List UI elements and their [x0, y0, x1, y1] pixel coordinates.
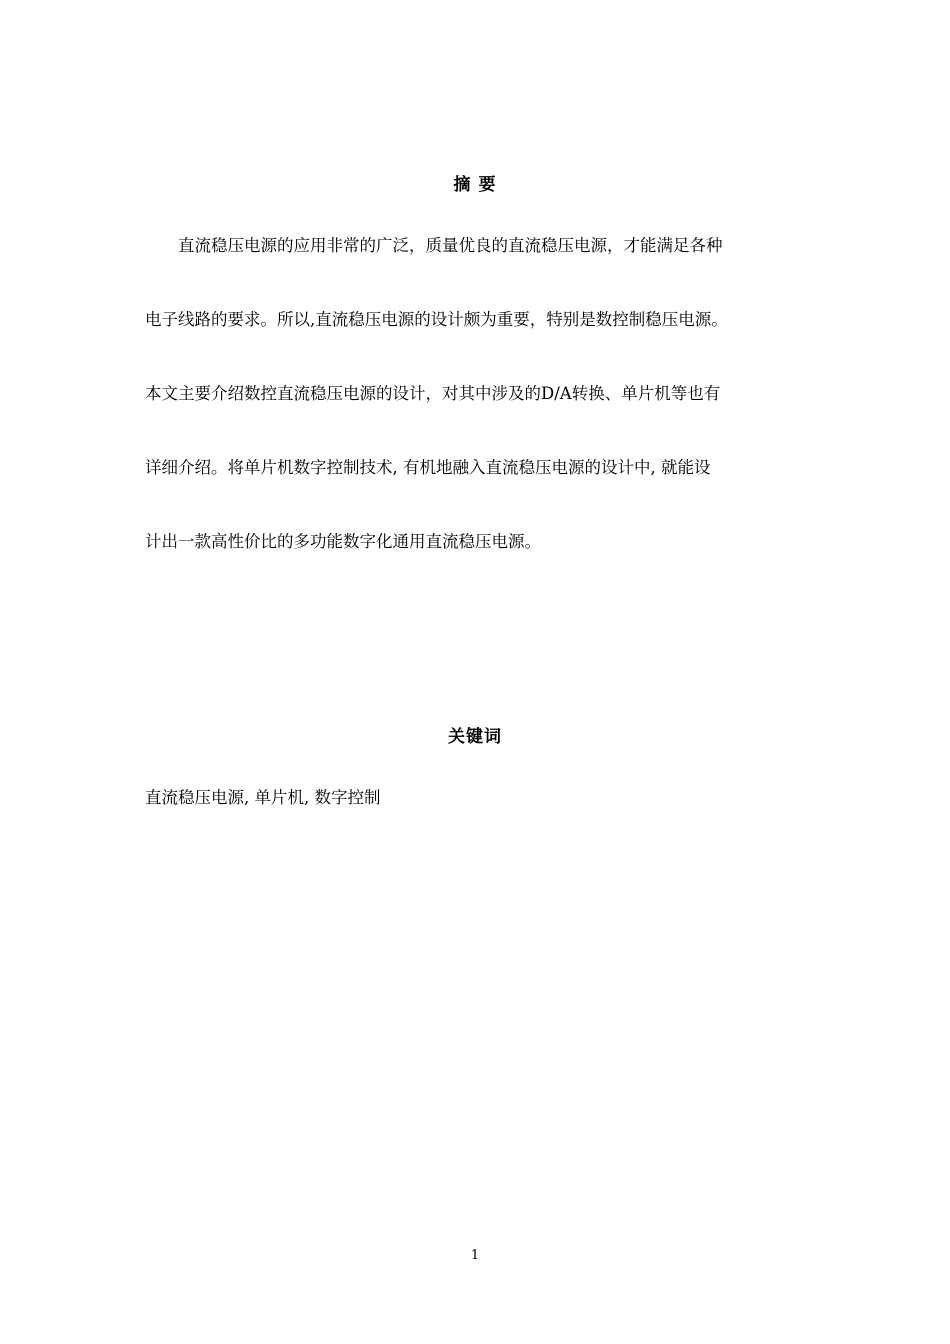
page-number: 1 — [470, 1248, 480, 1263]
abstract-heading: 摘 要 — [453, 175, 497, 195]
keywords-heading: 关键词 — [448, 727, 502, 747]
abstract-line: 详细介绍。将单片机数字控制技术, 有机地融入直流稳压电源的设计中, 就能设 — [145, 458, 711, 477]
keywords-text: 直流稳压电源, 单片机, 数字控制 — [145, 788, 381, 807]
abstract-body — [145, 230, 807, 600]
abstract-line: 电子线路的要求。所以,直流稳压电源的设计颇为重要，特别是数控制稳压电源。 — [145, 310, 728, 329]
abstract-line: 本文主要介绍数控直流稳压电源的设计，对其中涉及的D/A转换、单片机等也有 — [145, 384, 721, 403]
abstract-line: 直流稳压电源的应用非常的广泛，质量优良的直流稳压电源，才能满足各种 — [145, 236, 723, 255]
abstract-line: 计出一款高性价比的多功能数字化通用直流稳压电源。 — [145, 532, 541, 551]
